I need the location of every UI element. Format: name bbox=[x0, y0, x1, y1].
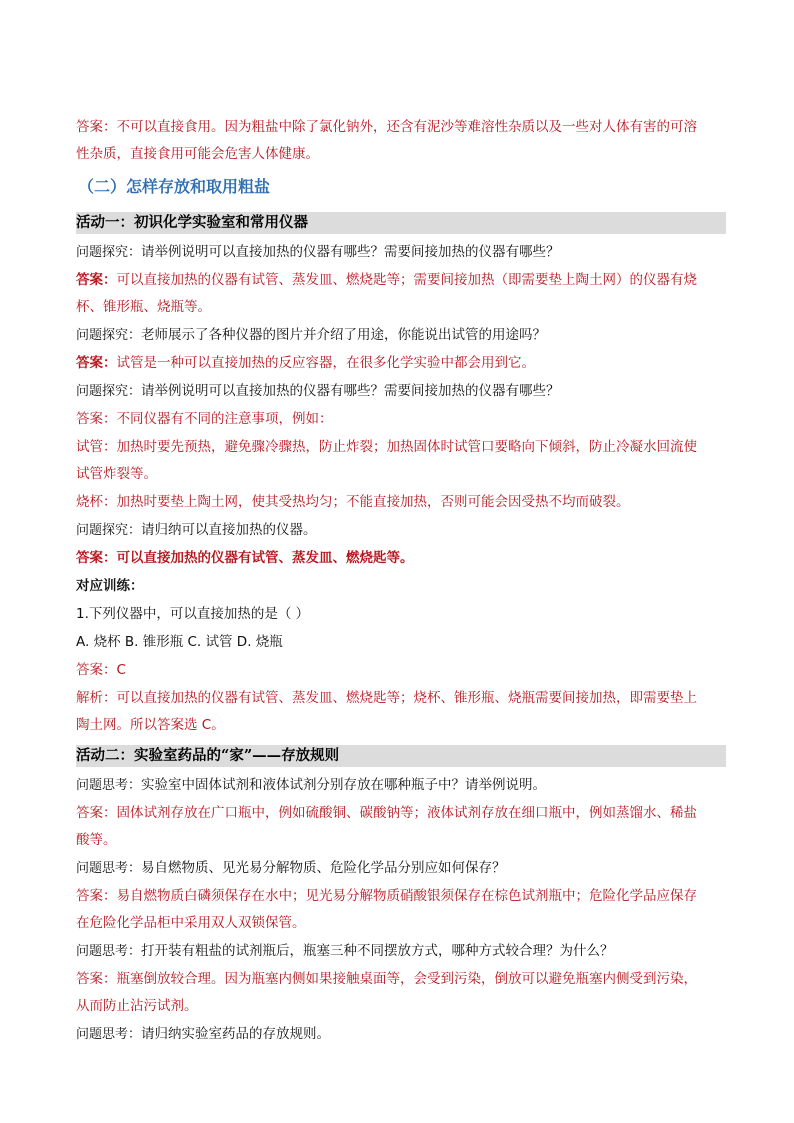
question-line bbox=[76, 859, 726, 878]
training-question: 1.下列仪器中，可以直接加热的是（ ） bbox=[76, 606, 310, 622]
question-text: 打开装有粗盐的试剂瓶后，瓶塞三种不同摆放方式，哪种方式较合理？为什么？ bbox=[141, 943, 614, 959]
question-label: 问题探究： bbox=[76, 523, 142, 538]
answer-line: 从而防止沾污试剂。 bbox=[76, 998, 198, 1014]
question-text: 实验室中固体试剂和液体试剂分别存放在哪种瓶子中？请举例说明。 bbox=[141, 777, 547, 793]
answer-line: 答案：瓶塞倒放较合理。因为瓶塞内侧如果接触桌面等，会受到污染，倒放可以避免瓶塞内侧受到污染， bbox=[76, 971, 697, 987]
answer-line: 杯、锥形瓶、烧瓶等。 bbox=[76, 299, 211, 315]
question-text: 请归纳可以直接加热的仪器。 bbox=[141, 522, 317, 538]
question-label: 问题思考： bbox=[76, 944, 142, 959]
question-text: 请举例说明可以直接加热的仪器有哪些？需要间接加热的仪器有哪些？ bbox=[141, 383, 560, 399]
answer-label: 答案： bbox=[76, 355, 117, 371]
answer-line: 答案：不同仪器有不同的注意事项，例如： bbox=[76, 411, 333, 427]
question-text: 老师展示了各种仪器的图片并介绍了用途，你能说出试管的用途吗？ bbox=[141, 327, 547, 343]
question-text: 易自燃物质、见光易分解物质、危险化学品分别应如何保存？ bbox=[141, 860, 506, 876]
question-line bbox=[76, 326, 726, 345]
beaker-note-line: 烧杯：加热时要垫上陶土网，使其受热均匀；不能直接加热，否则可能会因受热不均而破裂。 bbox=[76, 494, 630, 510]
document-page bbox=[76, 118, 726, 1044]
question-label: 问题探究： bbox=[76, 245, 142, 260]
answer-label: 答案： bbox=[76, 272, 117, 288]
question-line bbox=[76, 942, 726, 961]
answer-text: 试管是一种可以直接加热的反应容器，在很多化学实验中都会用到它。 bbox=[116, 355, 535, 371]
question-line bbox=[76, 521, 726, 540]
answer-line: 性杂质，直接食用可能会危害人体健康。 bbox=[76, 146, 319, 162]
answer-line bbox=[76, 354, 726, 373]
training-analysis-line: 解析：可以直接加热的仪器有试管、蒸发皿、燃烧匙等；烧杯、锥形瓶、烧瓶需要间接加热，即需要垫上 bbox=[76, 690, 697, 706]
question-line bbox=[76, 382, 726, 401]
answer-line: 答案：可以直接加热的仪器有试管、蒸发皿、燃烧匙等。 bbox=[76, 550, 414, 566]
section-title: （二）怎样存放和取用粗盐 bbox=[78, 177, 271, 196]
training-answer: 答案：C bbox=[76, 662, 126, 678]
question-line bbox=[76, 776, 726, 795]
question-line bbox=[76, 243, 726, 262]
question-text: 请举例说明可以直接加热的仪器有哪些？需要间接加热的仪器有哪些？ bbox=[141, 244, 560, 260]
training-options: A. 烧杯 B. 锥形瓶 C. 试管 D. 烧瓶 bbox=[76, 634, 283, 650]
question-label: 问题思考： bbox=[76, 778, 142, 793]
answer-line: 答案：易自燃物质白磷须保存在水中；见光易分解物质硝酸银须保存在棕色试剂瓶中；危险化学品应保存 bbox=[76, 888, 697, 904]
answer-line: 答案：不可以直接食用。因为粗盐中除了氯化钠外，还含有泥沙等难溶性杂质以及一些对人体有害的可溶 bbox=[76, 119, 697, 135]
activity-title: 活动一：初识化学实验室和常用仪器 bbox=[76, 212, 726, 234]
answer-line: 在危险化学品柜中采用双人双锁保管。 bbox=[76, 915, 306, 931]
tube-note-line: 试管：加热时要先预热，避免骤冷骤热，防止炸裂；加热固体时试管口要略向下倾斜，防止冷凝水回流使 bbox=[76, 439, 697, 455]
answer-line: 答案：固体试剂存放在广口瓶中，例如硫酸铜、碳酸钠等；液体试剂存放在细口瓶中，例如蒸馏水、稀盐 bbox=[76, 805, 697, 821]
answer-text: 可以直接加热的仪器有试管、蒸发皿、燃烧匙等；需要间接加热（即需要垫上陶土网）的仪器有烧 bbox=[116, 272, 697, 288]
question-label: 问题探究： bbox=[76, 328, 142, 343]
question-label: 问题思考： bbox=[76, 1027, 142, 1042]
question-label: 问题思考： bbox=[76, 861, 142, 876]
training-analysis-line: 陶土网。所以答案选 C。 bbox=[76, 717, 225, 733]
activity-title: 活动二：实验室药品的“家”——存放规则 bbox=[76, 745, 726, 767]
tube-note-line: 试管炸裂等。 bbox=[76, 466, 157, 482]
question-label: 问题探究： bbox=[76, 384, 142, 399]
training-title: 对应训练： bbox=[76, 578, 144, 594]
answer-line bbox=[76, 271, 726, 290]
question-line bbox=[76, 1025, 726, 1044]
question-text: 请归纳实验室药品的存放规则。 bbox=[141, 1026, 331, 1042]
answer-line: 酸等。 bbox=[76, 832, 117, 848]
